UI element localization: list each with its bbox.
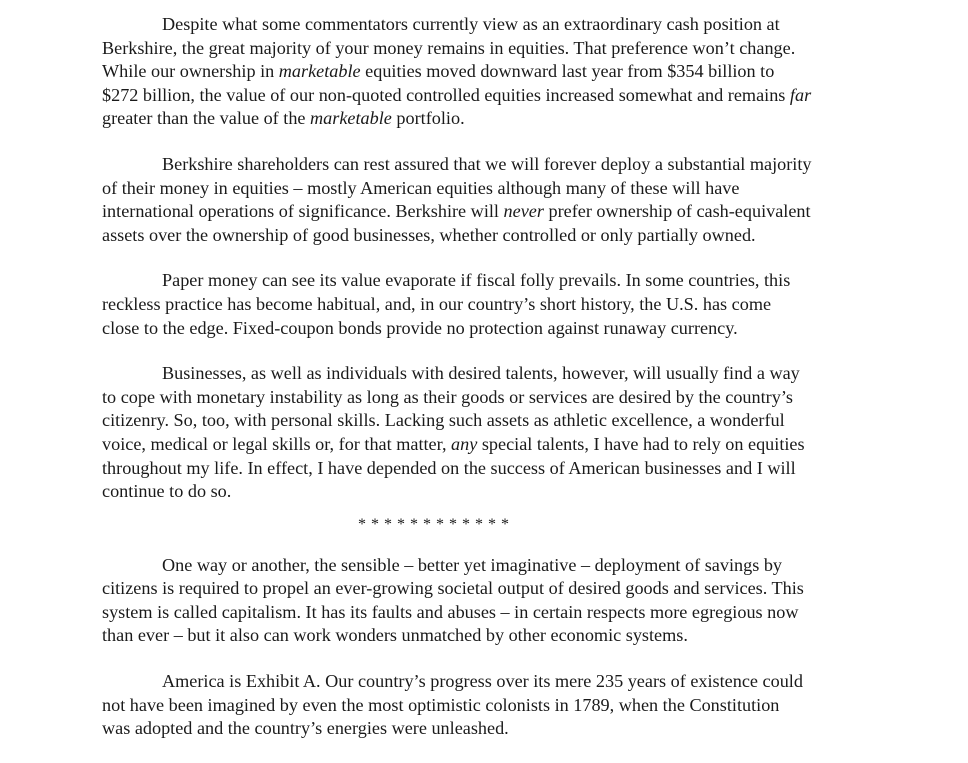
paragraph-line: Berkshire shareholders can rest assured that we will forever deploy a substantial majority: [162, 153, 812, 174]
section-divider: ************: [358, 515, 514, 533]
paragraph-line: Businesses, as well as individuals with desired talents, however, will usually find a way: [162, 363, 800, 384]
paragraph-line: continue to do so.: [102, 481, 232, 502]
paragraph-line: Paper money can see its value evaporate if fiscal folly prevails. In some countries, this: [162, 270, 791, 291]
paragraph-line: greater than the value of the marketable portfolio.: [102, 108, 465, 129]
paragraph-line: America is Exhibit A. Our country’s progress over its mere 235 years of existence could: [162, 671, 803, 692]
paragraph-line: international operations of significance. Berkshire will never prefer ownership of cash-equivalent: [102, 201, 811, 222]
paragraph-line: of their money in equities – mostly American equities although many of these will have: [102, 177, 740, 198]
emphasis: any: [451, 433, 478, 454]
paragraph: [102, 362, 882, 504]
paragraph-line: throughout my life. In effect, I have depended on the success of American businesses and I will: [102, 457, 796, 478]
paragraph-line: Despite what some commentators currently view as an extraordinary cash position at: [162, 14, 780, 34]
paragraph-line: reckless practice has become habitual, and, in our country’s short history, the U.S. has come: [102, 293, 772, 314]
paragraph-line: was adopted and the country’s energies were unleashed.: [102, 718, 509, 739]
emphasis: marketable: [310, 108, 392, 129]
paragraph-line: close to the edge. Fixed-coupon bonds provide no protection against runaway currency.: [102, 317, 738, 338]
paragraph: [102, 153, 882, 247]
letter-page: [102, 13, 882, 763]
paragraph-line: than ever – but it also can work wonders unmatched by other economic systems.: [102, 625, 688, 646]
paragraph: [102, 269, 882, 340]
paragraph-line: $272 billion, the value of our non-quoted controlled equities increased somewhat and remains far: [102, 84, 812, 105]
paragraphs-after-divider: [102, 554, 882, 741]
paragraph-line: citizenry. So, too, with personal skills. Lacking such assets as athletic excellence, a wonderful: [102, 410, 785, 431]
paragraph-line: not have been imagined by even the most optimistic colonists in 1789, when the Constitution: [102, 694, 780, 715]
emphasis: never: [503, 201, 544, 222]
paragraph: [102, 554, 882, 648]
paragraphs-before-divider: [102, 13, 882, 504]
paragraph-line: While our ownership in marketable equities moved downward last year from $354 billion to: [102, 61, 775, 82]
paragraph-line: to cope with monetary instability as long as their goods or services are desired by the country’s: [102, 386, 793, 407]
paragraph-line: assets over the ownership of good businesses, whether controlled or only partially owned.: [102, 224, 756, 245]
paragraph: [102, 670, 882, 741]
paragraph-line: One way or another, the sensible – better yet imaginative – deployment of savings by: [162, 554, 783, 575]
paragraph: [102, 13, 882, 131]
emphasis: far: [789, 84, 812, 105]
paragraph-line: Berkshire, the great majority of your money remains in equities. That preference won’t change.: [102, 37, 796, 58]
paragraph-line: voice, medical or legal skills or, for that matter, any special talents, I have had to rely on equities: [102, 433, 805, 454]
paragraph-line: system is called capitalism. It has its faults and abuses – in certain respects more egregious now: [102, 601, 799, 622]
paragraph-line: citizens is required to propel an ever-growing societal output of desired goods and services. This: [102, 578, 804, 599]
emphasis: marketable: [278, 61, 361, 82]
